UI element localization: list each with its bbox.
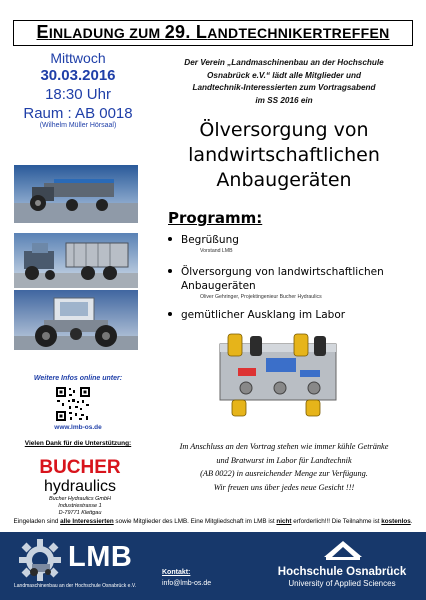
program-item-sub: Oliver Gehringer, Projektingenieur Bucher Hydraulics	[200, 294, 322, 300]
qr-code-icon[interactable]	[55, 386, 91, 422]
bullet-icon	[168, 312, 172, 316]
website-link[interactable]: www.lmb-os.de	[54, 424, 102, 431]
talk-title-line: Ölversorgung von	[199, 119, 369, 141]
title-text-2: INLADUNG ZUM	[48, 25, 165, 41]
contact-label: Kontakt:	[162, 569, 191, 576]
intro-text	[150, 57, 418, 107]
sponsor-address	[25, 496, 135, 517]
sponsor-address-line: Industriestrasse 1	[58, 503, 102, 509]
invite-text: .	[410, 518, 413, 525]
hydraulic-valve-image	[210, 330, 346, 420]
intro-line: im SS 2016 ein	[255, 95, 313, 105]
talk-title-line: Anbaugeräten	[216, 169, 352, 191]
intro-line: Osnabrück e.V.“ lädt alle Mitglieder und	[207, 70, 361, 80]
event-weekday: Mittwoch	[50, 50, 106, 66]
thanks-label: Vielen Dank für die Unterstützung:	[24, 440, 132, 447]
bucher-hydraulics-logo	[25, 455, 135, 497]
invite-emph: kostenlos	[381, 518, 411, 525]
invite-note	[0, 518, 426, 525]
program-item-text: gemütlicher Ausklang im Labor	[181, 309, 346, 321]
invite-text: sowie Mitglieder des LMB. Eine Mitgliedschaft im LMB ist	[113, 518, 277, 525]
university-subtitle: University of Applied Sciences	[288, 579, 396, 588]
sponsor-address-line: D-79771 Klettgau	[58, 510, 102, 516]
event-time: 18:30 Uhr	[45, 86, 111, 103]
program-item-text: Begrüßung	[181, 234, 239, 246]
title-text-3: 29. L	[164, 22, 208, 42]
program-item-text: Anbaugeräten	[181, 280, 256, 292]
bullet-icon	[168, 269, 172, 273]
sponsor-sub: hydraulics	[43, 478, 117, 495]
invite-text: Eingeladen sind	[13, 518, 61, 525]
intro-line: Der Verein „Landmaschinenbau an der Hochschule	[184, 58, 384, 67]
intro-line: Landtechnik-Interessierten zum Vortragsabend	[192, 83, 376, 92]
more-info-label: Weitere Infos online unter:	[33, 375, 123, 382]
tractor-trailer-image	[14, 233, 138, 288]
sponsor-address-line: Bucher Hydraulics GmbH	[48, 496, 112, 502]
invite-emph: alle Interessierten	[60, 518, 114, 525]
talk-title-line: landwirtschaftlichen	[188, 144, 380, 166]
lmb-subtitle: Landmaschinenbau an der Hochschule Osnabrück e.V.	[14, 583, 137, 589]
closing-line: Im Anschluss an den Vortrag stehen wie immer kühle Getränke	[179, 442, 389, 451]
invite-emph: nicht	[276, 518, 292, 525]
sponsor-name: BUCHER	[39, 457, 121, 478]
poster-title	[13, 20, 413, 46]
event-room: Raum : AB 0018	[23, 105, 133, 122]
program-heading: Programm:	[168, 209, 263, 227]
university-logo-icon	[318, 535, 368, 565]
event-hall: (Wilhelm Müller Hörsaal)	[39, 122, 117, 129]
title-text-4: ANDTECHNIKERTREFFEN	[207, 25, 390, 41]
event-date: 30.03.2016	[40, 67, 116, 84]
closing-line: Wir freuen uns über jedes neue Gesicht !!!	[213, 482, 355, 492]
lmb-logo-text: LMB	[68, 541, 133, 573]
lmb-gear-icon	[12, 536, 68, 584]
invite-text: erforderlich!!! Die Teilnahme ist	[291, 518, 382, 525]
bullet-icon	[168, 237, 172, 241]
footer	[0, 532, 426, 600]
tractor-seeder-image	[14, 165, 138, 223]
talk-title	[150, 118, 418, 193]
university-name: Hochschule Osnabrück	[277, 566, 407, 578]
contact-email-link[interactable]: info@lmb-os.de	[162, 580, 212, 587]
closing-line: und Bratwurst im Labor für Landtechnik	[216, 455, 352, 465]
title-text-1: E	[36, 22, 49, 42]
program-item-text: Ölversorgung von landwirtschaftlichen	[181, 266, 384, 278]
closing-line: (AB 0022) in ausreichender Menge zur Verfügung.	[200, 469, 368, 478]
tractor-front-image	[14, 290, 138, 350]
program-item-sub: Vorstand LMB	[200, 248, 233, 254]
closing-text	[148, 440, 420, 494]
